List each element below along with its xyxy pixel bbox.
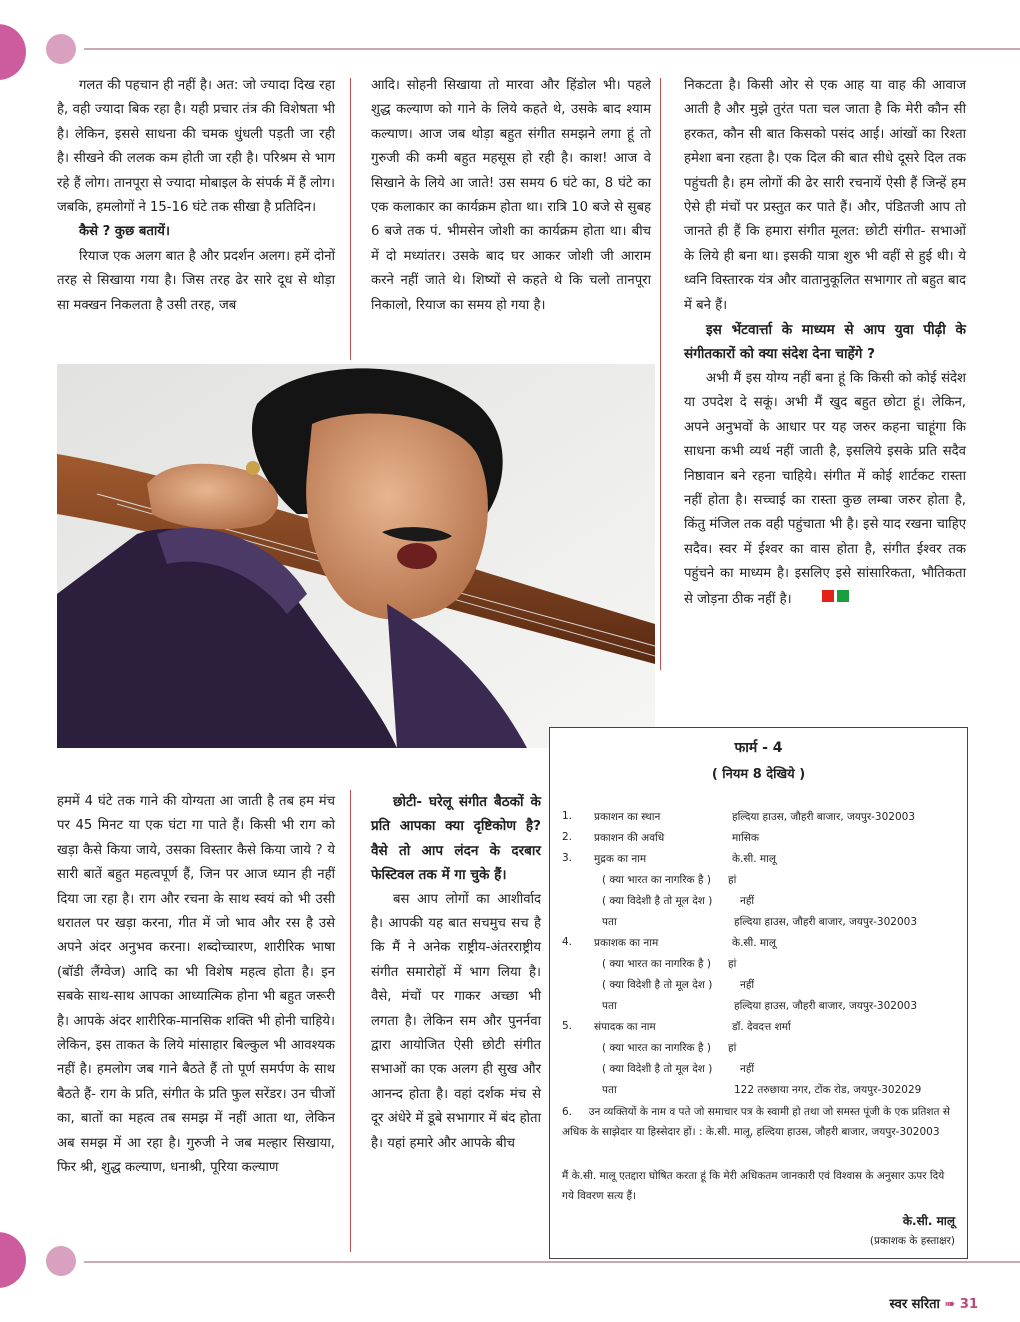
item-number: 4. [562, 936, 573, 948]
form-item-5 [562, 1020, 957, 1038]
address-label: पता [602, 916, 617, 928]
article-column-3 [684, 74, 966, 612]
foreign-question: ( क्या विदेशी है तो मूल देश ) [602, 1063, 713, 1075]
signer-role: (प्रकाशक के हस्ताक्षर) [869, 1235, 955, 1247]
foreign-question: ( क्या विदेशी है तो मूल देश ) [602, 895, 713, 907]
address-row [562, 915, 957, 933]
item-number: 6. [562, 1106, 573, 1118]
item-label: प्रकाशक का नाम [594, 937, 659, 949]
item-value: के.सी. मालू [732, 937, 777, 949]
citizen-question: ( क्या भारत का नागरिक है ) [602, 958, 711, 970]
item-number: 5. [562, 1020, 573, 1032]
paragraph [684, 367, 966, 612]
article-column-2-top [371, 74, 651, 318]
item-number: 1. [562, 810, 573, 822]
corner-decoration-top [0, 24, 26, 80]
foreign-answer: नहीं [740, 979, 755, 991]
item-value: हल्दिया हाउस, जौहरी बाजार, जयपुर-302003 [732, 811, 916, 823]
item-label: प्रकाशन का स्थान [594, 811, 661, 823]
form-item-1 [562, 810, 957, 828]
item-text: उन व्यक्तियों के नाम व पते जो समाचार पत्र के स्वामी हो तथा जो समस्त पूंजी के एक प्रतिशत से अधिक के साझेदार या हिस्सेदार हों। : के.सी. मालू, हल्दिया हाउस, जौहरी बाजार, जयपुर-302003 [562, 1106, 950, 1138]
address-value: हल्दिया हाउस, जौहरी बाजार, जयपुर-302003 [734, 916, 918, 928]
foreign-answer: नहीं [740, 895, 755, 907]
footer-dot [46, 1246, 76, 1276]
foreign-row [562, 1062, 957, 1080]
singer-photo [57, 364, 655, 748]
paragraph: हममें 4 घंटे तक गाने की योग्यता आ जाती है तब हम मंच पर 45 मिनट या एक घंटा गा पाते हैं। किसी भी राग को खड़ा कैसे किया जाये, उसका विस्तार कैसे किया जाये ? ये सारी बातें बहुत महत्वपूर्ण हैं, जिन पर आज ध्यान ही नहीं दिया जा रहा है। राग और रचना के साथ स्वयं को भी उसी धरातल पर खड़ा करना, गीत में जो भाव और रस है उसे अपने अंदर अनुभव करना। शब्दोच्चारण, शारीरिक भाषा (बॉडी लैंग्वेज) आदि का भी विशेष महत्व होता है। इन सबके साथ-साथ आपका आध्यात्मिक होना भी बहुत जरूरी है। आपके अंदर शारीरिक-मानसिक शक्ति भी होनी चाहिये। लेकिन, इस ताकत के लिये मांसाहार बिल्कुल भी आवश्यक नहीं है। हमलोग जब गाने बैठते हैं तो पूर्ण समर्पण के साथ बैठते हैं- राग के प्रति, संगीत के प्रति फुल सरेंडर। उन चीजों का, बातों का महत्व तब समझ में नहीं आता था, लेकिन अब समझ में आ रहा है। गुरुजी ने जब मल्हार सिखाया, फिर श्री, शुद्ध कल्याण, धनाश्री, पूरिया कल्याण [57, 794, 335, 1176]
form-subtitle: ( नियम 8 देखिये ) [711, 767, 806, 782]
item-label: संपादक का नाम [594, 1021, 656, 1033]
article-column-1-top [57, 74, 335, 318]
end-mark-icon [796, 587, 849, 611]
foreign-row [562, 978, 957, 996]
form-item-2 [562, 831, 957, 849]
paragraph: आदि। सोहनी सिखाया तो मारवा और हिंडोल भी। पहले शुद्ध कल्याण को गाने के लिये कहते थे, उसके बाद श्याम कल्याण। आज जब थोड़ा बहुत संगीत समझने लगा हूं तो गुरुजी की कमी बहुत महसूस हो रही है। काश! आज वे सिखाने के लिये आ जाते! उस समय 6 घंटे का, 8 घंटे का एक कलाकार का कार्यक्रम होता था। रात्रि 10 बजे से सुबह 6 बजे तक पं. भीमसेन जोशी का कार्यक्रम होता था। बीच में दो मध्यांतर। उसके बाद घर आकर जोशी जी आराम करने नहीं जाते थे। शिष्यों से कहते थे कि चलो तानपूरा निकालो, रियाज का समय हो गया है। [371, 78, 651, 313]
header-rule [84, 48, 1020, 50]
column-divider-2-top [660, 78, 661, 360]
form-item-4 [562, 936, 957, 954]
interview-question: इस भेंटवार्त्ता के माध्यम से आप युवा पीढ़ी के संगीतकारों को क्या संदेश देना चाहेंगे ? [684, 322, 966, 363]
citizen-answer: हां [728, 958, 737, 970]
interview-question: कैसे ? कुछ बतायें। [79, 224, 170, 240]
citizen-answer: हां [728, 1042, 737, 1054]
citizen-question: ( क्या भारत का नागरिक है ) [602, 874, 711, 886]
footer-rule [84, 1261, 1020, 1263]
form-title: फार्म - 4 [734, 740, 783, 756]
page-footer [890, 1294, 978, 1312]
citizen-row [562, 957, 957, 975]
item-value: डॉ. देवदत्त शर्मा [732, 1021, 791, 1033]
item-value: मासिक [732, 832, 759, 844]
address-label: पता [602, 1084, 617, 1096]
signer-name: के.सी. मालू [902, 1214, 955, 1228]
address-label: पता [602, 1000, 617, 1012]
address-value: 122 तरुछाया नगर, टोंक रोड, जयपुर-302029 [734, 1084, 922, 1096]
citizen-row [562, 1041, 957, 1059]
paragraph: बस आप लोगों का आशीर्वाद है। आपकी यह बात सचमुच सच है कि मैं ने अनेक राष्ट्रीय-अंतरराष्ट्रीय संगीत समारोहों में भाग लिया है। वैसे, मंचों पर गाकर अच्छा भी लगता है। लेकिन सम और पुनर्नवा द्वारा आयोजित ऐसी छोटी संगीत सभाओं का एक अलग ही सुख और आनन्द होता है। वहां दर्शक मंच से दूर अंधेरे में डूबे सभागार में बंद होता है। यहां हमारे और आपके बीच [371, 891, 541, 1151]
column-divider-1-top [350, 78, 351, 360]
article-column-2-bottom [371, 790, 541, 1156]
column-divider-2-right [660, 360, 661, 670]
answer-text: अभी मैं इस योग्य नहीं बना हूं कि किसी को कोई संदेश या उपदेश दे सकूं। अभी मैं खुद बहुत छोटा हूं। लेकिन, अपने अनुभवों के आधार पर यह जरुर कहना चाहूंगा कि साधना कभी व्यर्थ नहीं जाती है, इसलिये इसके प्रति सदैव निष्ठावान बने रहना चाहिये। संगीत में कोई शार्टकट रास्ता नहीं होता है। सच्चाई का रास्ता कुछ लम्बा जरुर होता है, किंतु मंजिल तक वही पहुंचाता भी है। इसे याद रखना चाहिए सदैव। स्वर में ईश्वर का वास होता है, संगीत ईश्वर तक पहुंचने का माध्यम है। इसलिए इसे सांसारिकता, भौतिकता से जोड़ना ठीक नहीं है। [684, 370, 966, 607]
column-divider-1-bottom [350, 790, 351, 1252]
address-value: हल्दिया हाउस, जौहरी बाजार, जयपुर-302003 [734, 1000, 918, 1012]
paragraph: गलत की पहचान ही नहीं है। अत: जो ज्यादा दिख रहा है, वही ज्यादा बिक रहा है। यही प्रचार तंत्र की विशेषता भी है। लेकिन, इससे साधना की चमक धुंधली पड़ती जा रही है। सीखने की ललक कम होती जा रही है। परिश्रम से भाग रहे हैं लोग। तानपूरा से ज्यादा मोबाइल के संपर्क में हैं लोग। जबकि, हमलोगों ने 15-16 घंटे तक सीखा है प्रतिदिन। [57, 78, 335, 216]
form-item-3 [562, 852, 957, 870]
declaration: मैं के.सी. मालू एतद्दारा घोषित करता हूं कि मेरी अधिकतम जानकारी एवं विश्वास के अनुसार ऊपर दिये गये विवरण सत्य हैं। [562, 1170, 945, 1202]
item-value: के.सी. मालू [732, 853, 777, 865]
citizen-question: ( क्या भारत का नागरिक है ) [602, 1042, 711, 1054]
citizen-answer: हां [728, 874, 737, 886]
address-row [562, 999, 957, 1017]
paragraph: निकटता है। किसी ओर से एक आह या वाह की आवाज आती है और मुझे तुरंत पता चल जाता है कि मेरी कौन सी हरकत, कौन सी बात किसको पसंद आई। आंखों का रिश्ता हमेशा बना रहता है। एक दिल की बात सीधे दूसरे दिल तक पहुंचती है। हम लोगों की ढेर सारी रचनायें ऐसी हैं जिन्हें हम ऐसे ही मंचों पर प्रस्तुत कर पाते हैं। और, पंडितजी आप तो जानते ही हैं कि हमारा संगीत मूलत: छोटी संगीत- सभाओं के लिये ही बना था। इसकी यात्रा शुरु भी वहीं से हुई थी। ये ध्वनि विस्तारक यंत्र और वातानुकूलित सभागार तो बहुत बाद में बने हैं। [684, 78, 966, 313]
interview-question: छोटी- घरेलू संगीत बैठकों के प्रति आपका क्या दृष्टिकोण है? वैसे तो आप लंदन के दरबार फेस्टिवल तक में गा चुके हैं। [371, 794, 541, 884]
form-4-box [549, 727, 968, 1259]
form-item-6 [562, 1102, 957, 1142]
foreign-question: ( क्या विदेशी है तो मूल देश ) [602, 979, 713, 991]
foreign-answer: नहीं [740, 1063, 755, 1075]
page-number: 31 [959, 1297, 978, 1312]
arrow-icon: ➠ [944, 1297, 956, 1312]
magazine-name: स्वर सरिता [889, 1297, 940, 1312]
item-label: मुद्रक का नाम [594, 853, 647, 865]
foreign-row [562, 894, 957, 912]
item-number: 3. [562, 852, 573, 864]
item-number: 2. [562, 831, 573, 843]
paragraph: रियाज एक अलग बात है और प्रदर्शन अलग। हमें दोनों तरह से सिखाया गया है। जिस तरह ढेर सारे दूध से थोड़ा सा मक्खन निकलता है उसी तरह, जब [57, 248, 335, 313]
corner-decoration-bottom [0, 1232, 26, 1288]
address-row [562, 1083, 957, 1101]
header-dot [46, 34, 76, 64]
article-column-1-bottom [57, 790, 335, 1181]
citizen-row [562, 873, 957, 891]
item-label: प्रकाशन की अवधि [594, 832, 665, 844]
